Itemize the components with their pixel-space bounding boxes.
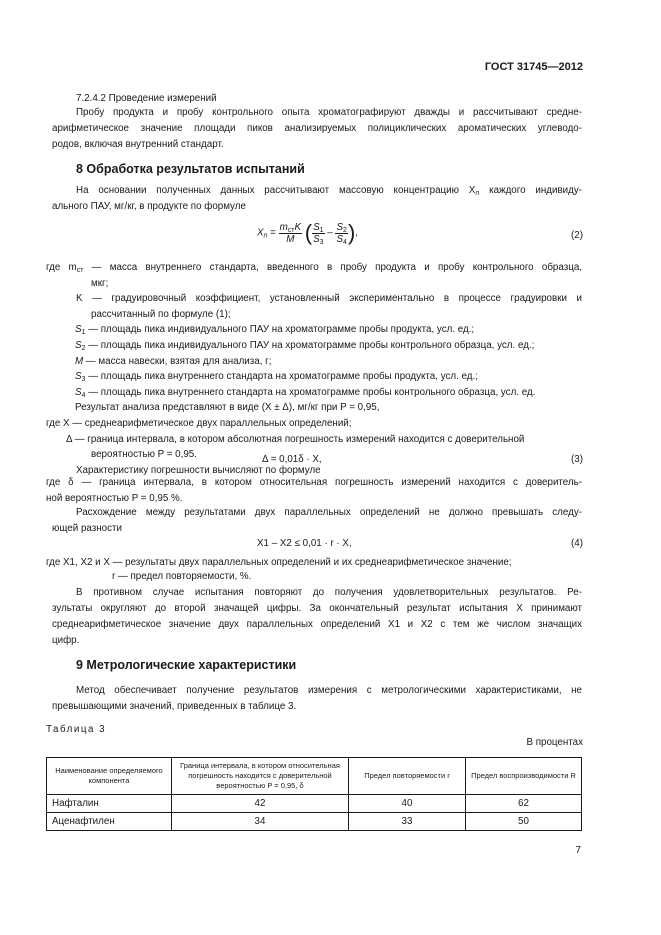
text-line: мкг; (91, 277, 109, 289)
text-line: ной вероятностью P = 0,95 %. (46, 492, 183, 504)
document-id: ГОСТ 31745—2012 (484, 61, 583, 73)
table-cell: 33 (349, 813, 466, 831)
text-line: превышающими значений, приведенных в таблице 3. (52, 701, 297, 712)
column-header: Граница интервала, в котором относительная погрешность находится с доверительной вероятностью P = 0,95, δ (172, 758, 349, 795)
table-row (47, 813, 582, 831)
table-cell: Аценафтилен (47, 813, 172, 831)
text-line: арифметическое значение площади пиков анализируемых полициклических ароматических углеводо- (52, 123, 582, 134)
text-line: r — предел повторяемости, %. (112, 571, 252, 582)
formula-3: Δ = 0,01δ · X, (262, 454, 322, 465)
def-m: M — масса навески, взятая для анализа, г; (75, 355, 272, 367)
column-header: Наименование определяемого компонента (47, 758, 172, 795)
table-row (47, 795, 582, 813)
text-line: Характеристику погрешности вычисляют по формуле (76, 464, 321, 476)
result-statement: Результат анализа представляют в виде (X ± Δ), мг/кг при P = 0,95, (75, 402, 380, 414)
def-delta-relative (46, 475, 582, 506)
text-line: рассчитанный по формуле (1); (91, 308, 231, 320)
table-cell: 62 (466, 795, 582, 813)
table-unit: В процентах (526, 737, 583, 748)
text-line: В противном случае испытания повторяют до получения удовлетворительных результатов. Ре- (76, 587, 582, 598)
def-delta: Δ — граница интервала, в котором абсолютная погрешность измерений находится с доверительной (66, 433, 525, 445)
column-header: Предел воспроизводимости R (466, 758, 582, 795)
def-x: где X — среднеарифметическое двух параллельных определений; (46, 417, 352, 429)
text-line: На основании полученных данных рассчитывают массовую концентрацию $X_n$ каждого индивиду- (76, 185, 583, 197)
table-cell: 40 (349, 795, 466, 813)
text-line: Пробу продукта и пробу контрольного опыта хроматографируют дважды и рассчитывают средне- (76, 107, 582, 118)
section-title-8: 8 Обработка результатов испытаний (76, 162, 305, 176)
page-number: 7 (575, 845, 581, 856)
text-line: вероятностью P = 0,95. (91, 449, 197, 461)
definitions-block (46, 260, 582, 478)
column-header: Предел повторяемости r (349, 758, 466, 795)
text-line: ального ПАУ, мг/кг, в продукте по формуле (52, 201, 246, 212)
formula-4-number: (4) (571, 538, 583, 549)
paragraph-discrepancy (52, 505, 582, 537)
table-cell: 50 (466, 813, 582, 831)
text-line: где X1, X2 и X — результаты двух параллельных определений и их среднеарифметическое значение; (46, 557, 512, 568)
text-line: цифр. (52, 635, 80, 646)
def-x12 (46, 556, 582, 584)
table-cell: Нафталин (47, 795, 172, 813)
paragraph-metrology (52, 683, 582, 715)
text-line: родов, включая внутренний стандарт. (52, 139, 224, 150)
formula-3-number: (3) (571, 454, 583, 465)
section-title-9: 9 Метрологические характеристики (76, 658, 297, 672)
def-s3: $S_3$ — площадь пика внутреннего стандарта на хроматограмме пробы продукта, усл. ед.; (75, 371, 478, 384)
paragraph-intro-8 (52, 183, 582, 215)
subsection-heading-7-2-4-2: 7.2.4.2 Проведение измерений (76, 93, 217, 104)
paragraph-final-result (52, 585, 582, 649)
table-cell: 34 (172, 813, 349, 831)
table-3 (46, 757, 582, 831)
text-line: Расхождение между результатами двух параллельных определений не должно превышать следу- (76, 507, 582, 518)
table-cell: 42 (172, 795, 349, 813)
formula-2-number: (2) (571, 230, 583, 241)
formula-4: X1 – X2 ≤ 0,01 · r · X, (257, 538, 352, 549)
def-s4: $S_4$ — площадь пика внутреннего стандарта на хроматограмме пробы контрольного образца, усл. ед. (75, 386, 536, 399)
formula-2: $X_n$ = $\frac{m_{ст}K}{M}$ ( $\frac{S_1}{S_3}$ – $\frac{S_2}{S_4}$ ), (257, 220, 358, 246)
text-line: где δ — граница интервала, в котором относительная погрешность измерений находится с доверитель- (46, 477, 582, 488)
def-s2: $S_2$ — площадь пика индивидуального ПАУ на хроматограмме пробы контрольного образца, усл. ед.; (75, 339, 535, 352)
text-line: зультаты округляют до второй значащей цифры. За окончательный результат испытания X принимают (52, 603, 582, 614)
text-line: Метод обеспечивает получение результатов измерения с метрологическими характеристиками, не (76, 685, 582, 696)
text-line: среднеарифметическое значение двух параллельных определений X1 и X2 с тем же числом значащих (52, 619, 582, 630)
def-s1: $S_1$ — площадь пика индивидуального ПАУ на хроматограмме пробы продукта, усл. ед.; (75, 324, 475, 337)
def-k: K — градуировочный коэффициент, установленный экспериментально в процессе градуировки и (76, 293, 582, 305)
table-caption: Таблица 3 (46, 724, 107, 735)
paragraph-measurements (52, 105, 582, 153)
def-mst: где $m_{ст}$ — масса внутреннего стандарта, введенного в пробу продукта и пробу контрольного образца, (46, 262, 582, 274)
text-line: ющей разности (52, 523, 122, 534)
